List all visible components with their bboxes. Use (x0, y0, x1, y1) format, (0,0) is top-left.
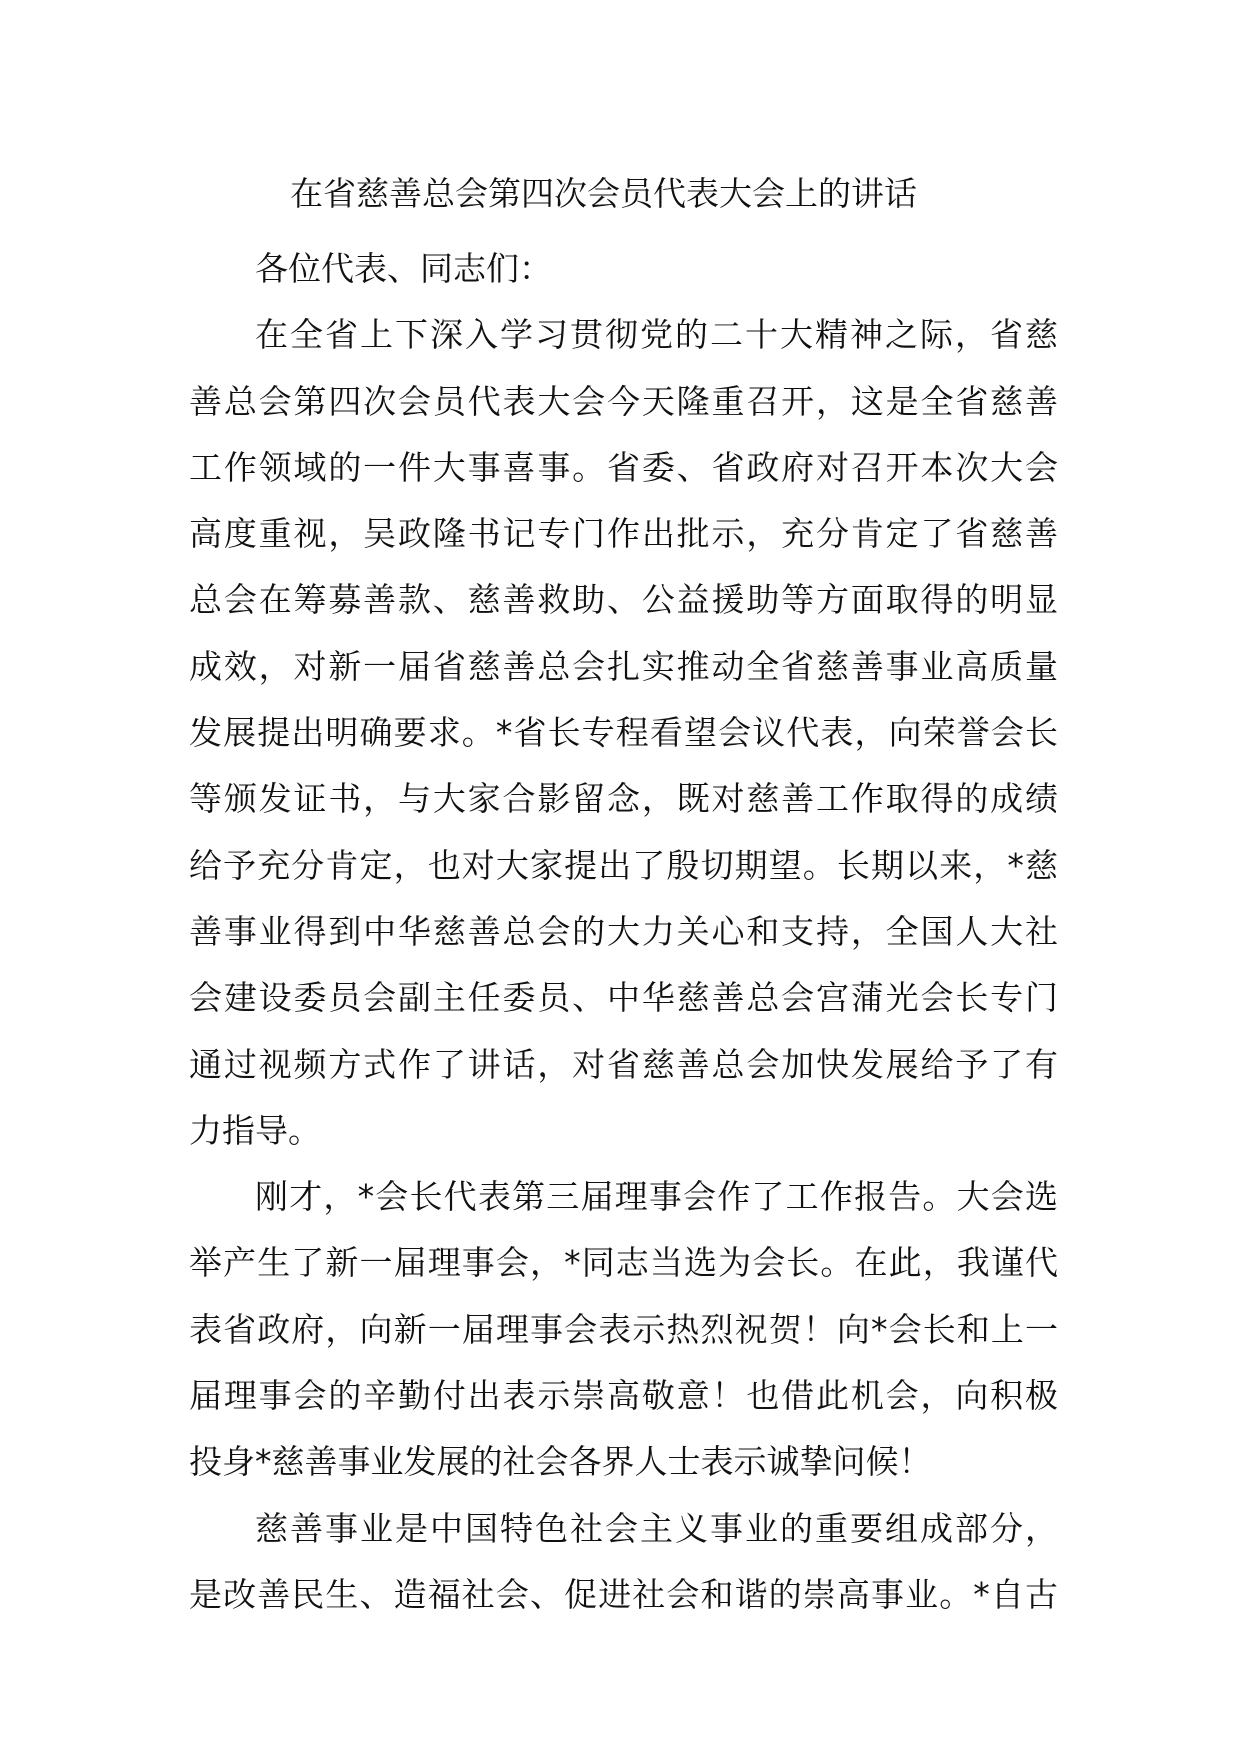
salutation: 各位代表、同志们： (255, 249, 552, 288)
paragraph-line: 是改善民生、造福社会、促进社会和谐的崇高事业。*自古 (189, 1574, 1058, 1614)
document-title: 在省慈善总会第四次会员代表大会上的讲话 (290, 174, 917, 213)
paragraph-line: 成效，对新一届省慈善总会扎实推动全省慈善事业高质量 (189, 646, 1058, 686)
paragraph-line: 善总会第四次会员代表大会今天隆重召开，这是全省慈善 (189, 381, 1058, 421)
paragraph-line: 总会在筹募善款、慈善救助、公益援助等方面取得的明显 (189, 580, 1058, 620)
paragraph-2 (189, 1164, 1058, 1495)
paragraph-3 (189, 1496, 1058, 1629)
paragraph-1 (189, 302, 1058, 1164)
paragraph-line: 投身*慈善事业发展的社会各界人士表示诚挚问候！ (189, 1442, 932, 1482)
paragraph-line: 高度重视，吴政隆书记专门作出批示，充分肯定了省慈善 (189, 514, 1058, 554)
paragraph-line: 在全省上下深入学习贯彻党的二十大精神之际，省慈 (255, 315, 1058, 355)
paragraph-line: 工作领域的一件大事喜事。省委、省政府对召开本次大会 (189, 447, 1058, 487)
paragraph-line: 表省政府，向新一届理事会表示热烈祝贺！向*会长和上一 (189, 1309, 1058, 1349)
paragraph-line: 刚才，*会长代表第三届理事会作了工作报告。大会选 (255, 1177, 1058, 1217)
paragraph-line: 给予充分肯定，也对大家提出了殷切期望。长期以来，*慈 (189, 845, 1058, 885)
paragraph-line: 会建设委员会副主任委员、中华慈善总会宫蒲光会长专门 (189, 978, 1058, 1018)
paragraph-line: 等颁发证书，与大家合影留念，既对慈善工作取得的成绩 (189, 779, 1058, 819)
document-body (189, 236, 1058, 1628)
paragraph-line: 届理事会的辛勤付出表示崇高敬意！也借此机会，向积极 (189, 1376, 1058, 1416)
paragraph-line: 发展提出明确要求。*省长专程看望会议代表，向荣誉会长 (189, 713, 1058, 753)
paragraph-line: 举产生了新一届理事会，*同志当选为会长。在此，我谨代 (189, 1243, 1058, 1283)
paragraph-line: 善事业得到中华慈善总会的大力关心和支持，全国人大社 (189, 911, 1058, 951)
paragraph-line: 通过视频方式作了讲话，对省慈善总会加快发展给予了有 (189, 1044, 1058, 1084)
paragraph-line: 慈善事业是中国特色社会主义事业的重要组成部分， (255, 1508, 1058, 1548)
paragraph-line: 力指导。 (189, 1110, 321, 1150)
